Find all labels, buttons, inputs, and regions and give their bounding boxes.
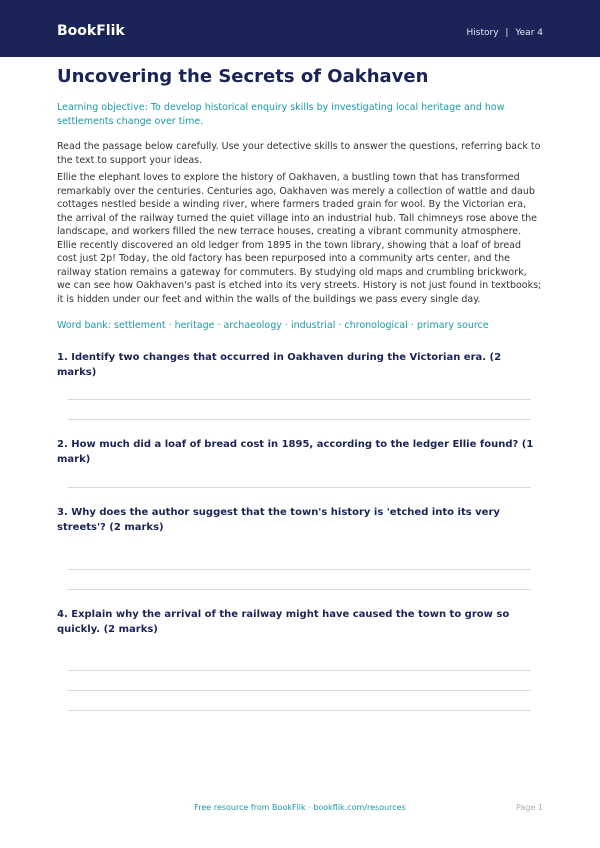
- question-3: [57, 505, 543, 535]
- question-4: [57, 607, 543, 637]
- answer-line[interactable]: [68, 569, 531, 570]
- page-number: Page 1: [516, 803, 543, 812]
- learning-objective: Learning objective: To develop historical enquiry skills by investigating local heritage and how settlements change over time.: [57, 102, 505, 127]
- question-1: [57, 350, 543, 380]
- answer-line[interactable]: [68, 419, 531, 420]
- question-text: 4. Explain why the arrival of the railway might have caused the town to grow so quickly. (2 marks): [57, 609, 510, 635]
- answer-line[interactable]: [68, 487, 531, 488]
- answer-line[interactable]: [68, 399, 531, 400]
- page-title: Uncovering the Secrets of Oakhaven: [57, 66, 429, 87]
- question-text: 1. Identify two changes that occurred in Oakhaven during the Victorian era. (2 marks): [57, 352, 502, 378]
- passage-text: Ellie the elephant loves to explore the history of Oakhaven, a bustling town that has transformed remarkably over the centuries. Centuries ago, Oakhaven was merely a collection of wattle and daub cottages nestled beside a winding river, where farmers traded grain for wool. By the Victorian era, the arrival of the railway turned the quiet village into an industrial hub. Tall chimneys rose above the landscape, and workers filled the new terrace houses, creating a vibrant community atmosphere. Ellie recently discovered an old ledger from 1895 in the town library, showing that a loaf of bread cost just 2p! Today, the old factory has been repurposed into a community arts center, and the railway station remains a gateway for commuters. By studying old maps and crumbling brickwork, we can see how Oakhaven's past is etched into its very streets. History is not just found in textbooks; it is hidden under our feet and within the walls of the buildings we pass every single day.: [57, 172, 542, 305]
- word-bank: Word bank: settlement · heritage · archaeology · industrial · chronological · primary source: [57, 320, 489, 331]
- brand-logo: BookFlik: [57, 23, 125, 39]
- answer-line[interactable]: [68, 710, 531, 711]
- answer-line[interactable]: [68, 690, 531, 691]
- subject-label: History: [466, 28, 499, 38]
- worksheet-content: [57, 66, 543, 333]
- meta-separator: |: [505, 28, 509, 38]
- answer-line[interactable]: [68, 670, 531, 671]
- footer-credit[interactable]: Free resource from BookFlik · bookflik.com/resources: [194, 803, 406, 812]
- instructions-text: Read the passage below carefully. Use your detective skills to answer the questions, referring back to the text to support your ideas.: [57, 141, 541, 166]
- question-text: 3. Why does the author suggest that the town's history is 'etched into its very streets'? (2 marks): [57, 507, 500, 533]
- header-bar: [0, 0, 600, 57]
- answer-line[interactable]: [68, 589, 531, 590]
- question-text: 2. How much did a loaf of bread cost in 1895, according to the ledger Ellie found? (1 mark): [57, 439, 534, 465]
- header-meta: [467, 28, 543, 38]
- year-label: Year 4: [515, 28, 543, 38]
- question-2: [57, 437, 543, 467]
